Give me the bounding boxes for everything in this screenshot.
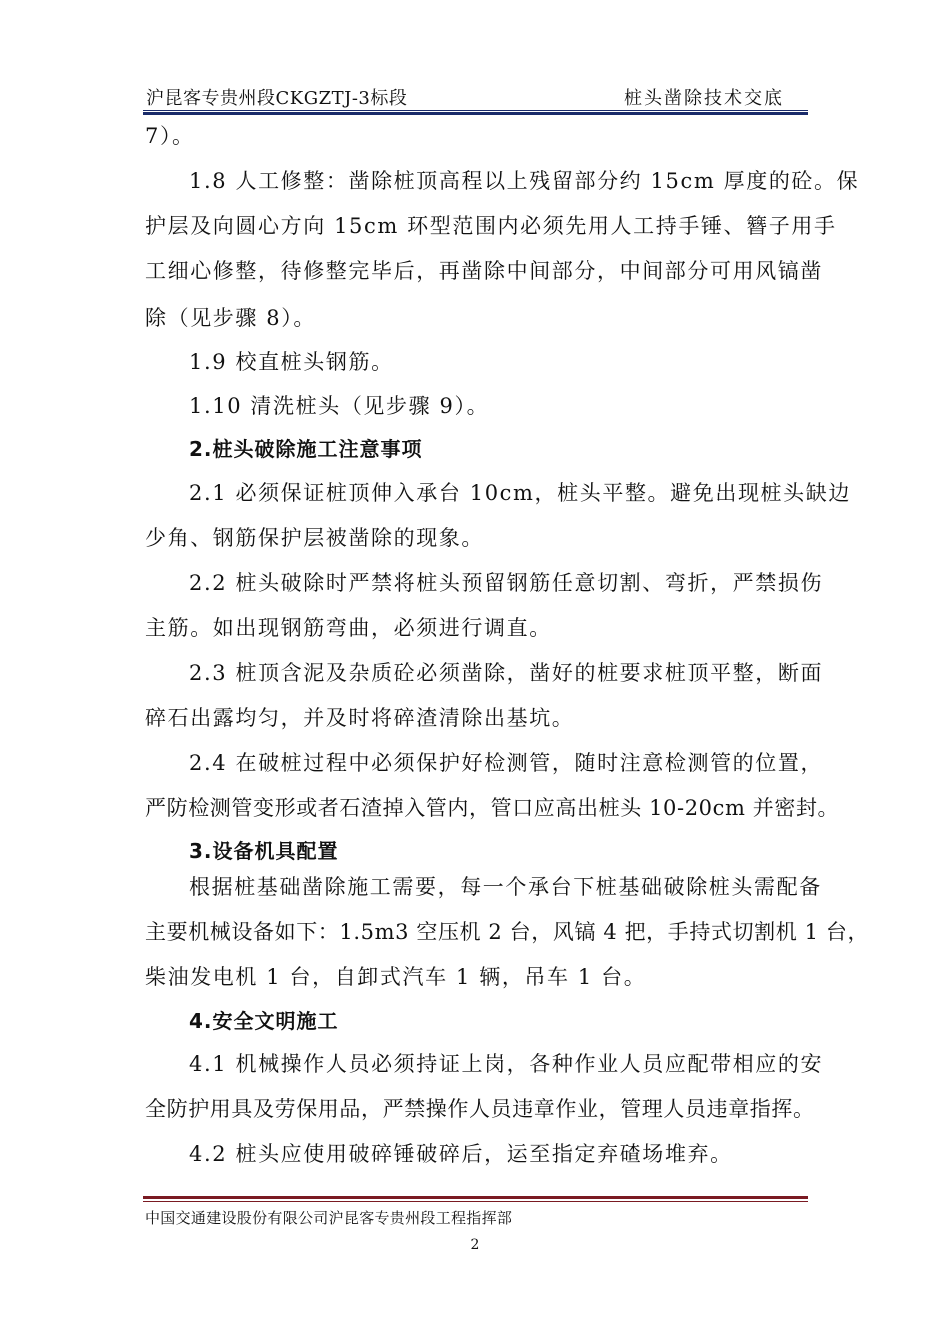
page-number: 2 [470, 1237, 480, 1253]
footer-organization: 中国交通建设股份有限公司沪昆客专贵州段工程指挥部 [145, 1209, 513, 1227]
footer-rule-thick [143, 1196, 808, 1199]
paragraph-3-line-3: 柴油发电机 1 台，自卸式汽车 1 辆，吊车 1 台。 [145, 965, 647, 989]
paragraph-1-8-line-2: 护层及向圆心方向 15cm 环型范围内必须先用人工持手锤、簪子用手 [145, 214, 837, 238]
header-document-title: 桩头凿除技术交底 [624, 88, 784, 109]
continuation-line: 7）。 [145, 124, 195, 148]
paragraph-4-1-line-2: 全防护用具及劳保用品，严禁操作人员违章作业，管理人员违章指挥。 [145, 1097, 815, 1121]
paragraph-1-8-line-1: 1.8 人工修整：凿除桩顶高程以上残留部分约 15cm 厚度的砼。保 [189, 169, 860, 193]
paragraph-2-2-line-1: 2.2 桩头破除时严禁将桩头预留钢筋任意切割、弯折，严禁损伤 [189, 571, 824, 595]
footer-rule-thin [143, 1201, 808, 1202]
paragraph-3-line-1: 根据桩基础凿除施工需要，每一个承台下桩基础破除桩头需配备 [189, 875, 822, 899]
paragraph-1-9: 1.9 校直桩头钢筋。 [189, 350, 394, 374]
paragraph-1-8-line-4: 除（见步骤 8）。 [145, 306, 316, 330]
paragraph-2-3-line-1: 2.3 桩顶含泥及杂质砼必须凿除，凿好的桩要求桩顶平整，断面 [189, 661, 824, 685]
paragraph-2-3-line-2: 碎石出露均匀，并及时将碎渣清除出基坑。 [145, 706, 575, 730]
paragraph-4-2: 4.2 桩头应使用破碎锤破碎后，运至指定弃碴场堆弃。 [189, 1142, 733, 1166]
header-bar [143, 84, 808, 110]
header-rule-thin [143, 110, 808, 111]
paragraph-2-1-line-1: 2.1 必须保证桩顶伸入承台 10cm，桩头平整。避免出现桩头缺边 [189, 481, 851, 505]
paragraph-1-8-line-3: 工细心修整，待修整完毕后，再凿除中间部分，中间部分可用风镐凿 [145, 259, 823, 283]
paragraph-1-10: 1.10 清洗桩头（见步骤 9）。 [189, 394, 490, 418]
section-heading-4: 4.安全文明施工 [189, 1009, 339, 1033]
paragraph-2-4-line-2: 严防检测管变形或者石渣掉入管内，管口应高出桩头 10-20cm 并密封。 [145, 796, 840, 820]
section-heading-3: 3.设备机具配置 [189, 839, 339, 863]
paragraph-3-line-2: 主要机械设备如下：1.5m3 空压机 2 台，风镐 4 把，手持式切割机 1 台， [145, 920, 870, 944]
section-heading-2: 2.桩头破除施工注意事项 [189, 437, 423, 461]
paragraph-2-4-line-1: 2.4 在破桩过程中必须保护好检测管，随时注意检测管的位置， [189, 751, 824, 775]
paragraph-4-1-line-1: 4.1 机械操作人员必须持证上岗，各种作业人员应配带相应的安 [189, 1052, 824, 1076]
paragraph-2-2-line-2: 主筋。如出现钢筋弯曲，必须进行调直。 [145, 616, 552, 640]
header-rule-thick [143, 112, 808, 115]
paragraph-2-1-line-2: 少角、钢筋保护层被凿除的现象。 [145, 526, 484, 550]
header-project-title: 沪昆客专贵州段CKGZTJ-3标段 [146, 88, 408, 109]
